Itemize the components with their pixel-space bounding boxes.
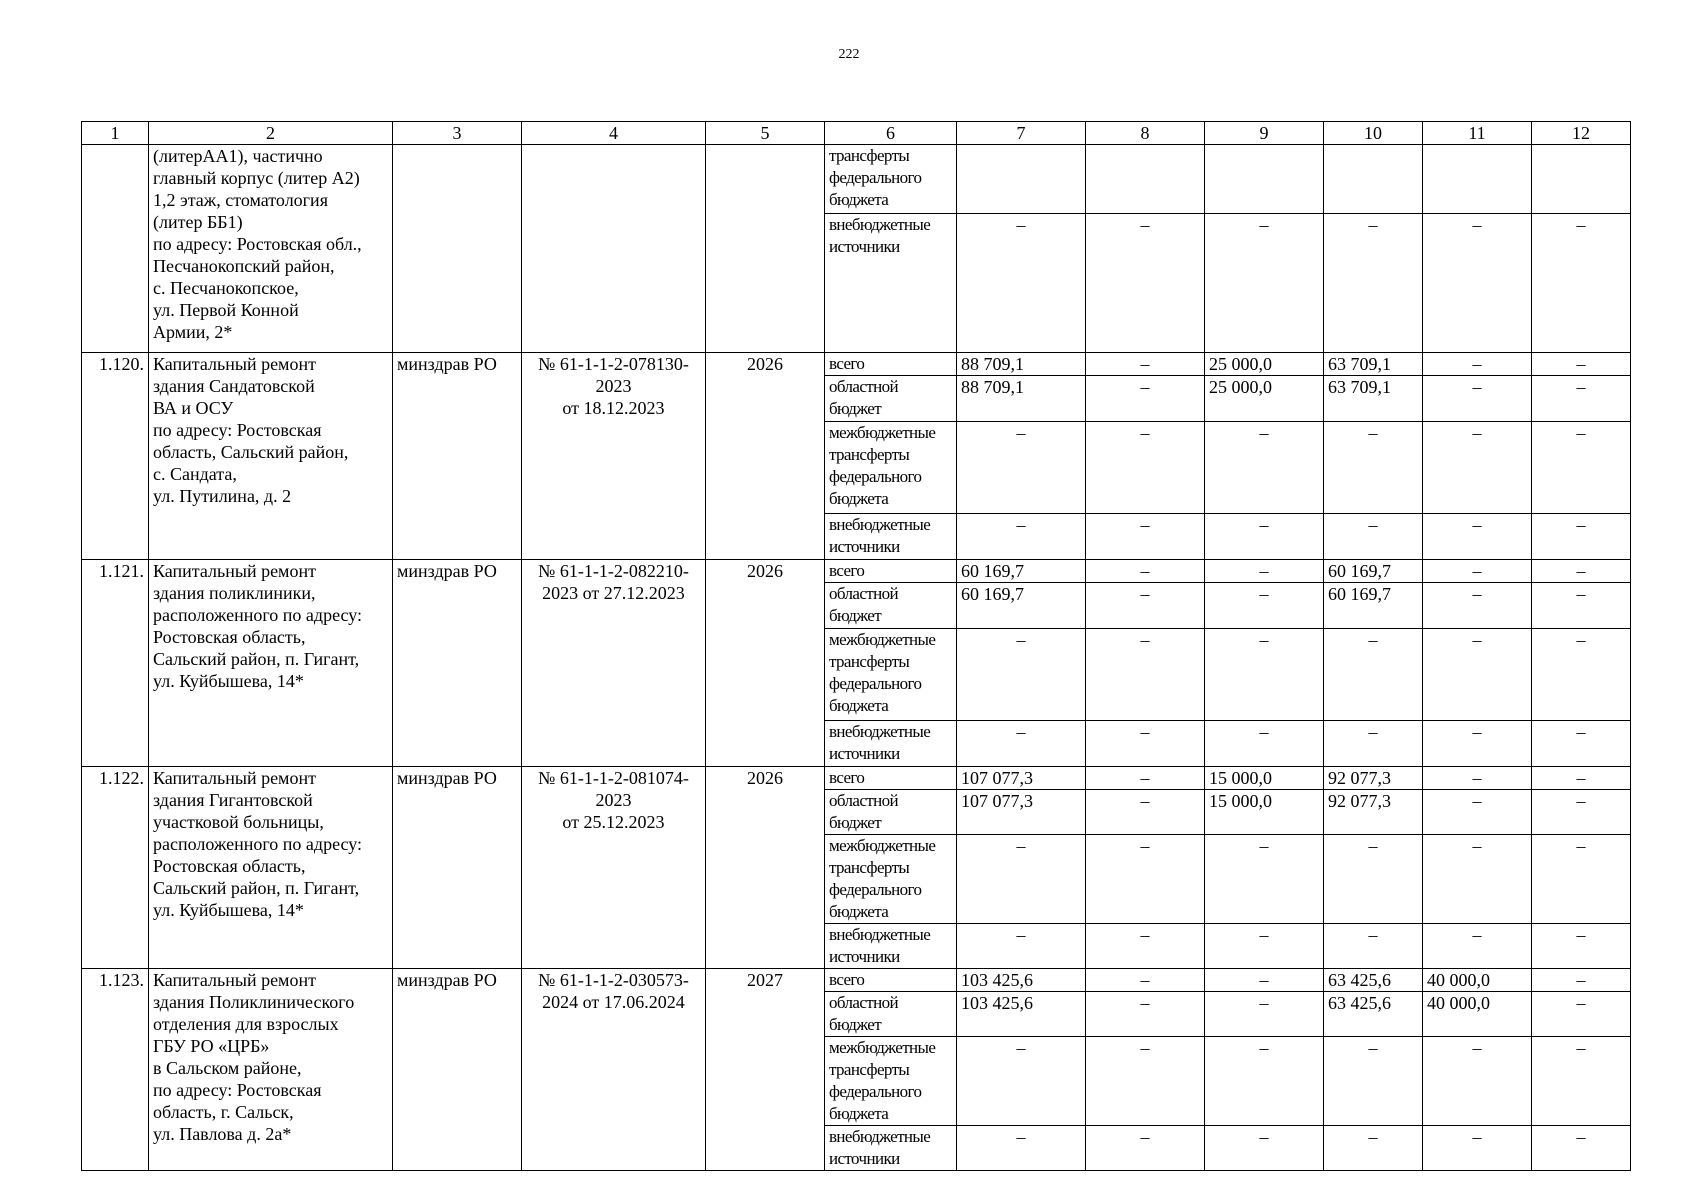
column-header: 7 bbox=[957, 122, 1086, 145]
value-cell: – bbox=[1086, 583, 1205, 629]
value-cell: – bbox=[1423, 835, 1532, 924]
value-cell: 63 709,1 bbox=[1324, 353, 1423, 376]
value-cell bbox=[1205, 145, 1324, 214]
value-cell: – bbox=[1532, 835, 1631, 924]
value-cell: 60 169,7 bbox=[1324, 560, 1423, 583]
value-cell bbox=[957, 145, 1086, 214]
agency-cell: минздрав РО bbox=[393, 353, 522, 560]
value-cell: – bbox=[1324, 629, 1423, 721]
source-label: внебюджетные источники bbox=[825, 1126, 957, 1171]
column-header: 6 bbox=[825, 122, 957, 145]
value-cell: 25 000,0 bbox=[1205, 376, 1324, 422]
value-cell: – bbox=[1086, 422, 1205, 514]
value-cell: – bbox=[1532, 767, 1631, 790]
value-cell: – bbox=[1205, 629, 1324, 721]
object-description: (литерАА1), частично главный корпус (литер А2) 1,2 этаж, стоматология (литер ББ1) по адресу: Ростовская обл., Песчанокопский район, с. Песчанокопское, ул. Первой Конной Армии, 2* bbox=[149, 145, 393, 353]
document-number: № 61-1-1-2-082210- 2023 от 27.12.2023 bbox=[522, 560, 706, 767]
value-cell: – bbox=[957, 1037, 1086, 1126]
source-label: всего bbox=[825, 560, 957, 583]
value-cell: – bbox=[1086, 1126, 1205, 1171]
value-cell: – bbox=[1086, 721, 1205, 767]
agency-cell: минздрав РО bbox=[393, 767, 522, 969]
value-cell: – bbox=[957, 1126, 1086, 1171]
budget-table bbox=[81, 121, 1631, 1171]
value-cell: – bbox=[1423, 767, 1532, 790]
source-label: всего bbox=[825, 969, 957, 992]
page-number: 222 bbox=[838, 47, 860, 62]
value-cell: – bbox=[957, 924, 1086, 969]
source-label: межбюджетные трансферты федерального бюджета bbox=[825, 1037, 957, 1126]
value-cell: – bbox=[1423, 1126, 1532, 1171]
value-cell: – bbox=[1205, 1037, 1324, 1126]
value-cell: 107 077,3 bbox=[957, 767, 1086, 790]
value-cell: – bbox=[1532, 560, 1631, 583]
value-cell: – bbox=[1423, 376, 1532, 422]
value-cell: – bbox=[1324, 1037, 1423, 1126]
column-header: 2 bbox=[149, 122, 393, 145]
source-label: областной бюджет bbox=[825, 583, 957, 629]
value-cell bbox=[1423, 145, 1532, 214]
value-cell: – bbox=[1205, 992, 1324, 1037]
value-cell: – bbox=[1205, 422, 1324, 514]
value-cell bbox=[1324, 145, 1423, 214]
value-cell: – bbox=[1086, 767, 1205, 790]
value-cell: – bbox=[1324, 721, 1423, 767]
source-label: трансферты федерального бюджета bbox=[825, 145, 957, 214]
value-cell: – bbox=[1532, 992, 1631, 1037]
value-cell: – bbox=[1423, 422, 1532, 514]
column-header: 9 bbox=[1205, 122, 1324, 145]
value-cell: – bbox=[1086, 629, 1205, 721]
value-cell: – bbox=[1532, 629, 1631, 721]
value-cell: – bbox=[1532, 422, 1631, 514]
value-cell: – bbox=[957, 721, 1086, 767]
value-cell: – bbox=[1205, 721, 1324, 767]
table-row bbox=[82, 145, 1631, 214]
value-cell: – bbox=[1532, 214, 1631, 353]
column-header: 4 bbox=[522, 122, 706, 145]
value-cell: 92 077,3 bbox=[1324, 790, 1423, 835]
value-cell: – bbox=[1423, 629, 1532, 721]
source-label: областной бюджет bbox=[825, 376, 957, 422]
year-cell bbox=[706, 145, 825, 353]
value-cell: 88 709,1 bbox=[957, 376, 1086, 422]
value-cell: – bbox=[1324, 514, 1423, 560]
document-number: № 61-1-1-2-081074- 2023 от 25.12.2023 bbox=[522, 767, 706, 969]
document-number: № 61-1-1-2-030573- 2024 от 17.06.2024 bbox=[522, 969, 706, 1171]
value-cell: – bbox=[1086, 376, 1205, 422]
value-cell: 92 077,3 bbox=[1324, 767, 1423, 790]
row-number: 1.122. bbox=[82, 767, 149, 969]
column-header: 5 bbox=[706, 122, 825, 145]
value-cell bbox=[1086, 145, 1205, 214]
value-cell: – bbox=[957, 629, 1086, 721]
value-cell: 63 425,6 bbox=[1324, 992, 1423, 1037]
column-header-row bbox=[82, 122, 1631, 145]
column-header: 8 bbox=[1086, 122, 1205, 145]
value-cell: – bbox=[1532, 514, 1631, 560]
column-header: 1 bbox=[82, 122, 149, 145]
value-cell: – bbox=[1423, 583, 1532, 629]
value-cell: – bbox=[1324, 214, 1423, 353]
object-description: Капитальный ремонт здания Сандатовской ВА и ОСУ по адресу: Ростовская область, Сальский район, с. Сандата, ул. Путилина, д. 2 bbox=[149, 353, 393, 560]
value-cell: 15 000,0 bbox=[1205, 767, 1324, 790]
column-header: 11 bbox=[1423, 122, 1532, 145]
value-cell: 88 709,1 bbox=[957, 353, 1086, 376]
object-description: Капитальный ремонт здания Поликлинического отделения для взрослых ГБУ РО «ЦРБ» в Сальском районе, по адресу: Ростовская область, г. Сальск, ул. Павлова д. 2а* bbox=[149, 969, 393, 1171]
value-cell: – bbox=[1423, 353, 1532, 376]
agency-cell bbox=[393, 145, 522, 353]
value-cell: – bbox=[1205, 560, 1324, 583]
row-number: 1.121. bbox=[82, 560, 149, 767]
source-label: всего bbox=[825, 767, 957, 790]
value-cell: – bbox=[1324, 924, 1423, 969]
value-cell: – bbox=[957, 514, 1086, 560]
value-cell: – bbox=[957, 214, 1086, 353]
source-label: областной бюджет bbox=[825, 790, 957, 835]
year-cell: 2026 bbox=[706, 767, 825, 969]
value-cell: – bbox=[1532, 1037, 1631, 1126]
document-number: № 61-1-1-2-078130- 2023 от 18.12.2023 bbox=[522, 353, 706, 560]
agency-cell: минздрав РО bbox=[393, 560, 522, 767]
value-cell: – bbox=[1532, 1126, 1631, 1171]
value-cell: – bbox=[1205, 214, 1324, 353]
value-cell: – bbox=[957, 422, 1086, 514]
value-cell: – bbox=[1324, 835, 1423, 924]
year-cell: 2027 bbox=[706, 969, 825, 1171]
value-cell: – bbox=[1532, 969, 1631, 992]
value-cell: – bbox=[1423, 790, 1532, 835]
source-label: внебюджетные источники bbox=[825, 721, 957, 767]
value-cell: – bbox=[1086, 790, 1205, 835]
source-label: внебюджетные источники bbox=[825, 214, 957, 353]
value-cell: – bbox=[1423, 514, 1532, 560]
value-cell bbox=[1532, 145, 1631, 214]
source-label: межбюджетные трансферты федерального бюджета bbox=[825, 629, 957, 721]
value-cell: – bbox=[1324, 422, 1423, 514]
value-cell: – bbox=[1086, 969, 1205, 992]
value-cell: – bbox=[1086, 924, 1205, 969]
value-cell: – bbox=[1205, 969, 1324, 992]
value-cell: – bbox=[1423, 1037, 1532, 1126]
value-cell: – bbox=[1532, 721, 1631, 767]
value-cell: 60 169,7 bbox=[1324, 583, 1423, 629]
agency-cell: минздрав РО bbox=[393, 969, 522, 1171]
column-header: 12 bbox=[1532, 122, 1631, 145]
value-cell: 60 169,7 bbox=[957, 560, 1086, 583]
source-label: межбюджетные трансферты федерального бюджета bbox=[825, 422, 957, 514]
document-cell bbox=[522, 145, 706, 353]
column-header: 10 bbox=[1324, 122, 1423, 145]
value-cell: – bbox=[1086, 560, 1205, 583]
value-cell: – bbox=[1086, 353, 1205, 376]
source-label: межбюджетные трансферты федерального бюджета bbox=[825, 835, 957, 924]
value-cell: – bbox=[1324, 1126, 1423, 1171]
row-number: 1.123. bbox=[82, 969, 149, 1171]
value-cell: – bbox=[1532, 924, 1631, 969]
source-label: внебюджетные источники bbox=[825, 924, 957, 969]
value-cell: 15 000,0 bbox=[1205, 790, 1324, 835]
source-label: всего bbox=[825, 353, 957, 376]
value-cell: 40 000,0 bbox=[1423, 992, 1532, 1037]
table-row bbox=[82, 353, 1631, 376]
object-description: Капитальный ремонт здания Гигантовской участковой больницы, расположенного по адресу: Ростовская область, Сальский район, п. Гигант, ул. Куйбышева, 14* bbox=[149, 767, 393, 969]
value-cell: – bbox=[1205, 514, 1324, 560]
column-header: 3 bbox=[393, 122, 522, 145]
row-number: 1.120. bbox=[82, 353, 149, 560]
value-cell: – bbox=[1205, 1126, 1324, 1171]
value-cell: 25 000,0 bbox=[1205, 353, 1324, 376]
value-cell: – bbox=[1423, 214, 1532, 353]
value-cell: – bbox=[1086, 514, 1205, 560]
object-description: Капитальный ремонт здания поликлиники, расположенного по адресу: Ростовская область, Сальский район, п. Гигант, ул. Куйбышева, 14* bbox=[149, 560, 393, 767]
value-cell: – bbox=[1423, 721, 1532, 767]
value-cell: – bbox=[1423, 560, 1532, 583]
value-cell: – bbox=[1423, 924, 1532, 969]
value-cell: – bbox=[1205, 835, 1324, 924]
value-cell: – bbox=[1086, 992, 1205, 1037]
value-cell: – bbox=[1532, 376, 1631, 422]
table-row bbox=[82, 767, 1631, 790]
value-cell: – bbox=[1086, 1037, 1205, 1126]
value-cell: – bbox=[1205, 924, 1324, 969]
year-cell: 2026 bbox=[706, 560, 825, 767]
year-cell: 2026 bbox=[706, 353, 825, 560]
value-cell: – bbox=[1086, 835, 1205, 924]
value-cell: – bbox=[1205, 583, 1324, 629]
value-cell: 63 709,1 bbox=[1324, 376, 1423, 422]
value-cell: – bbox=[957, 835, 1086, 924]
source-label: внебюджетные источники bbox=[825, 514, 957, 560]
value-cell: – bbox=[1532, 583, 1631, 629]
value-cell: 60 169,7 bbox=[957, 583, 1086, 629]
value-cell: 103 425,6 bbox=[957, 992, 1086, 1037]
value-cell: – bbox=[1086, 214, 1205, 353]
row-number-cell bbox=[82, 145, 149, 353]
value-cell: 107 077,3 bbox=[957, 790, 1086, 835]
source-label: областной бюджет bbox=[825, 992, 957, 1037]
value-cell: 63 425,6 bbox=[1324, 969, 1423, 992]
value-cell: 40 000,0 bbox=[1423, 969, 1532, 992]
value-cell: – bbox=[1532, 790, 1631, 835]
value-cell: – bbox=[1532, 353, 1631, 376]
value-cell: 103 425,6 bbox=[957, 969, 1086, 992]
table-row bbox=[82, 969, 1631, 992]
table-row bbox=[82, 560, 1631, 583]
